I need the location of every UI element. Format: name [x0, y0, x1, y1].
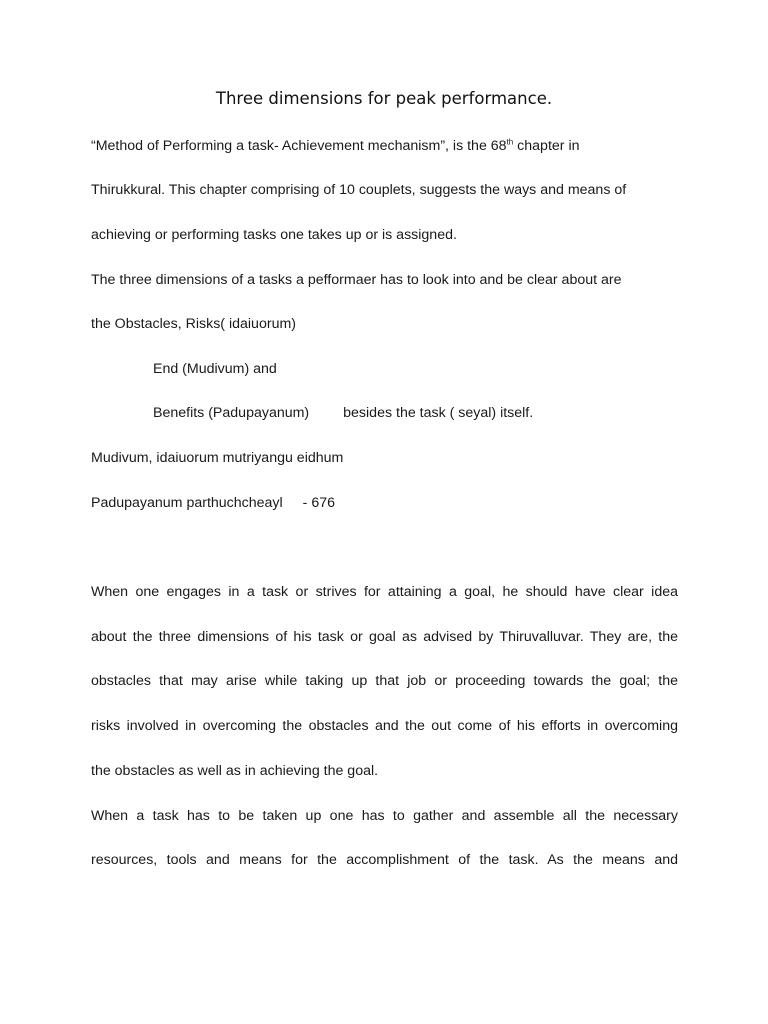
ordinal-superscript: th — [506, 137, 514, 147]
paragraph-1-line-1-end: chapter in — [513, 138, 580, 154]
document-title: Three dimensions for peak performance. — [215, 89, 553, 108]
paragraph-3-line-1: When one engages in a task or strives for attaining a goal, he should have clear idea — [91, 584, 678, 600]
paragraph-1-line-1 — [91, 137, 579, 155]
paragraph-1-line-1-text: “Method of Performing a task- Achievement mechanism”, is the 68 — [91, 138, 507, 154]
couplet-number: - 676 — [302, 495, 336, 511]
paragraph-4-line-2: resources, tools and means for the accomplishment of the task. As the means and — [91, 852, 678, 868]
paragraph-1-line-3: achieving or performing tasks one takes up or is assigned. — [91, 227, 457, 243]
paragraph-3-line-5: the obstacles as well as in achieving the goal. — [91, 763, 379, 779]
paragraph-2-line-4-text: Benefits (Padupayanum) — [153, 405, 310, 421]
paragraph-2-line-3: End (Mudivum) and — [153, 361, 277, 377]
paragraph-3-line-3: obstacles that may arise while taking up that job or proceeding towards the goal; the — [91, 673, 678, 689]
paragraph-4-line-1: When a task has to be taken up one has to gather and assemble all the necessary — [91, 808, 678, 824]
couplet-line-2-text: Padupayanum parthuchcheayl — [91, 495, 283, 511]
paragraph-3-line-2: about the three dimensions of his task or goal as advised by Thiruvalluvar. They are, the — [91, 629, 678, 645]
paragraph-2-line-4 — [153, 404, 533, 422]
paragraph-2-line-4-end: besides the task ( seyal) itself. — [343, 405, 534, 421]
couplet-line-1: Mudivum, idaiuorum mutriyangu eidhum — [91, 450, 344, 466]
paragraph-1-line-2: Thirukkural. This chapter comprising of 10 couplets, suggests the ways and means of — [91, 182, 627, 198]
paragraph-3-line-4: risks involved in overcoming the obstacles and the out come of his efforts in overcoming — [91, 718, 678, 734]
paragraph-2-line-2: the Obstacles, Risks( idaiuorum) — [91, 316, 296, 332]
paragraph-2-line-1: The three dimensions of a tasks a pefformaer has to look into and be clear about are — [91, 272, 622, 288]
couplet-line-2 — [91, 494, 335, 512]
